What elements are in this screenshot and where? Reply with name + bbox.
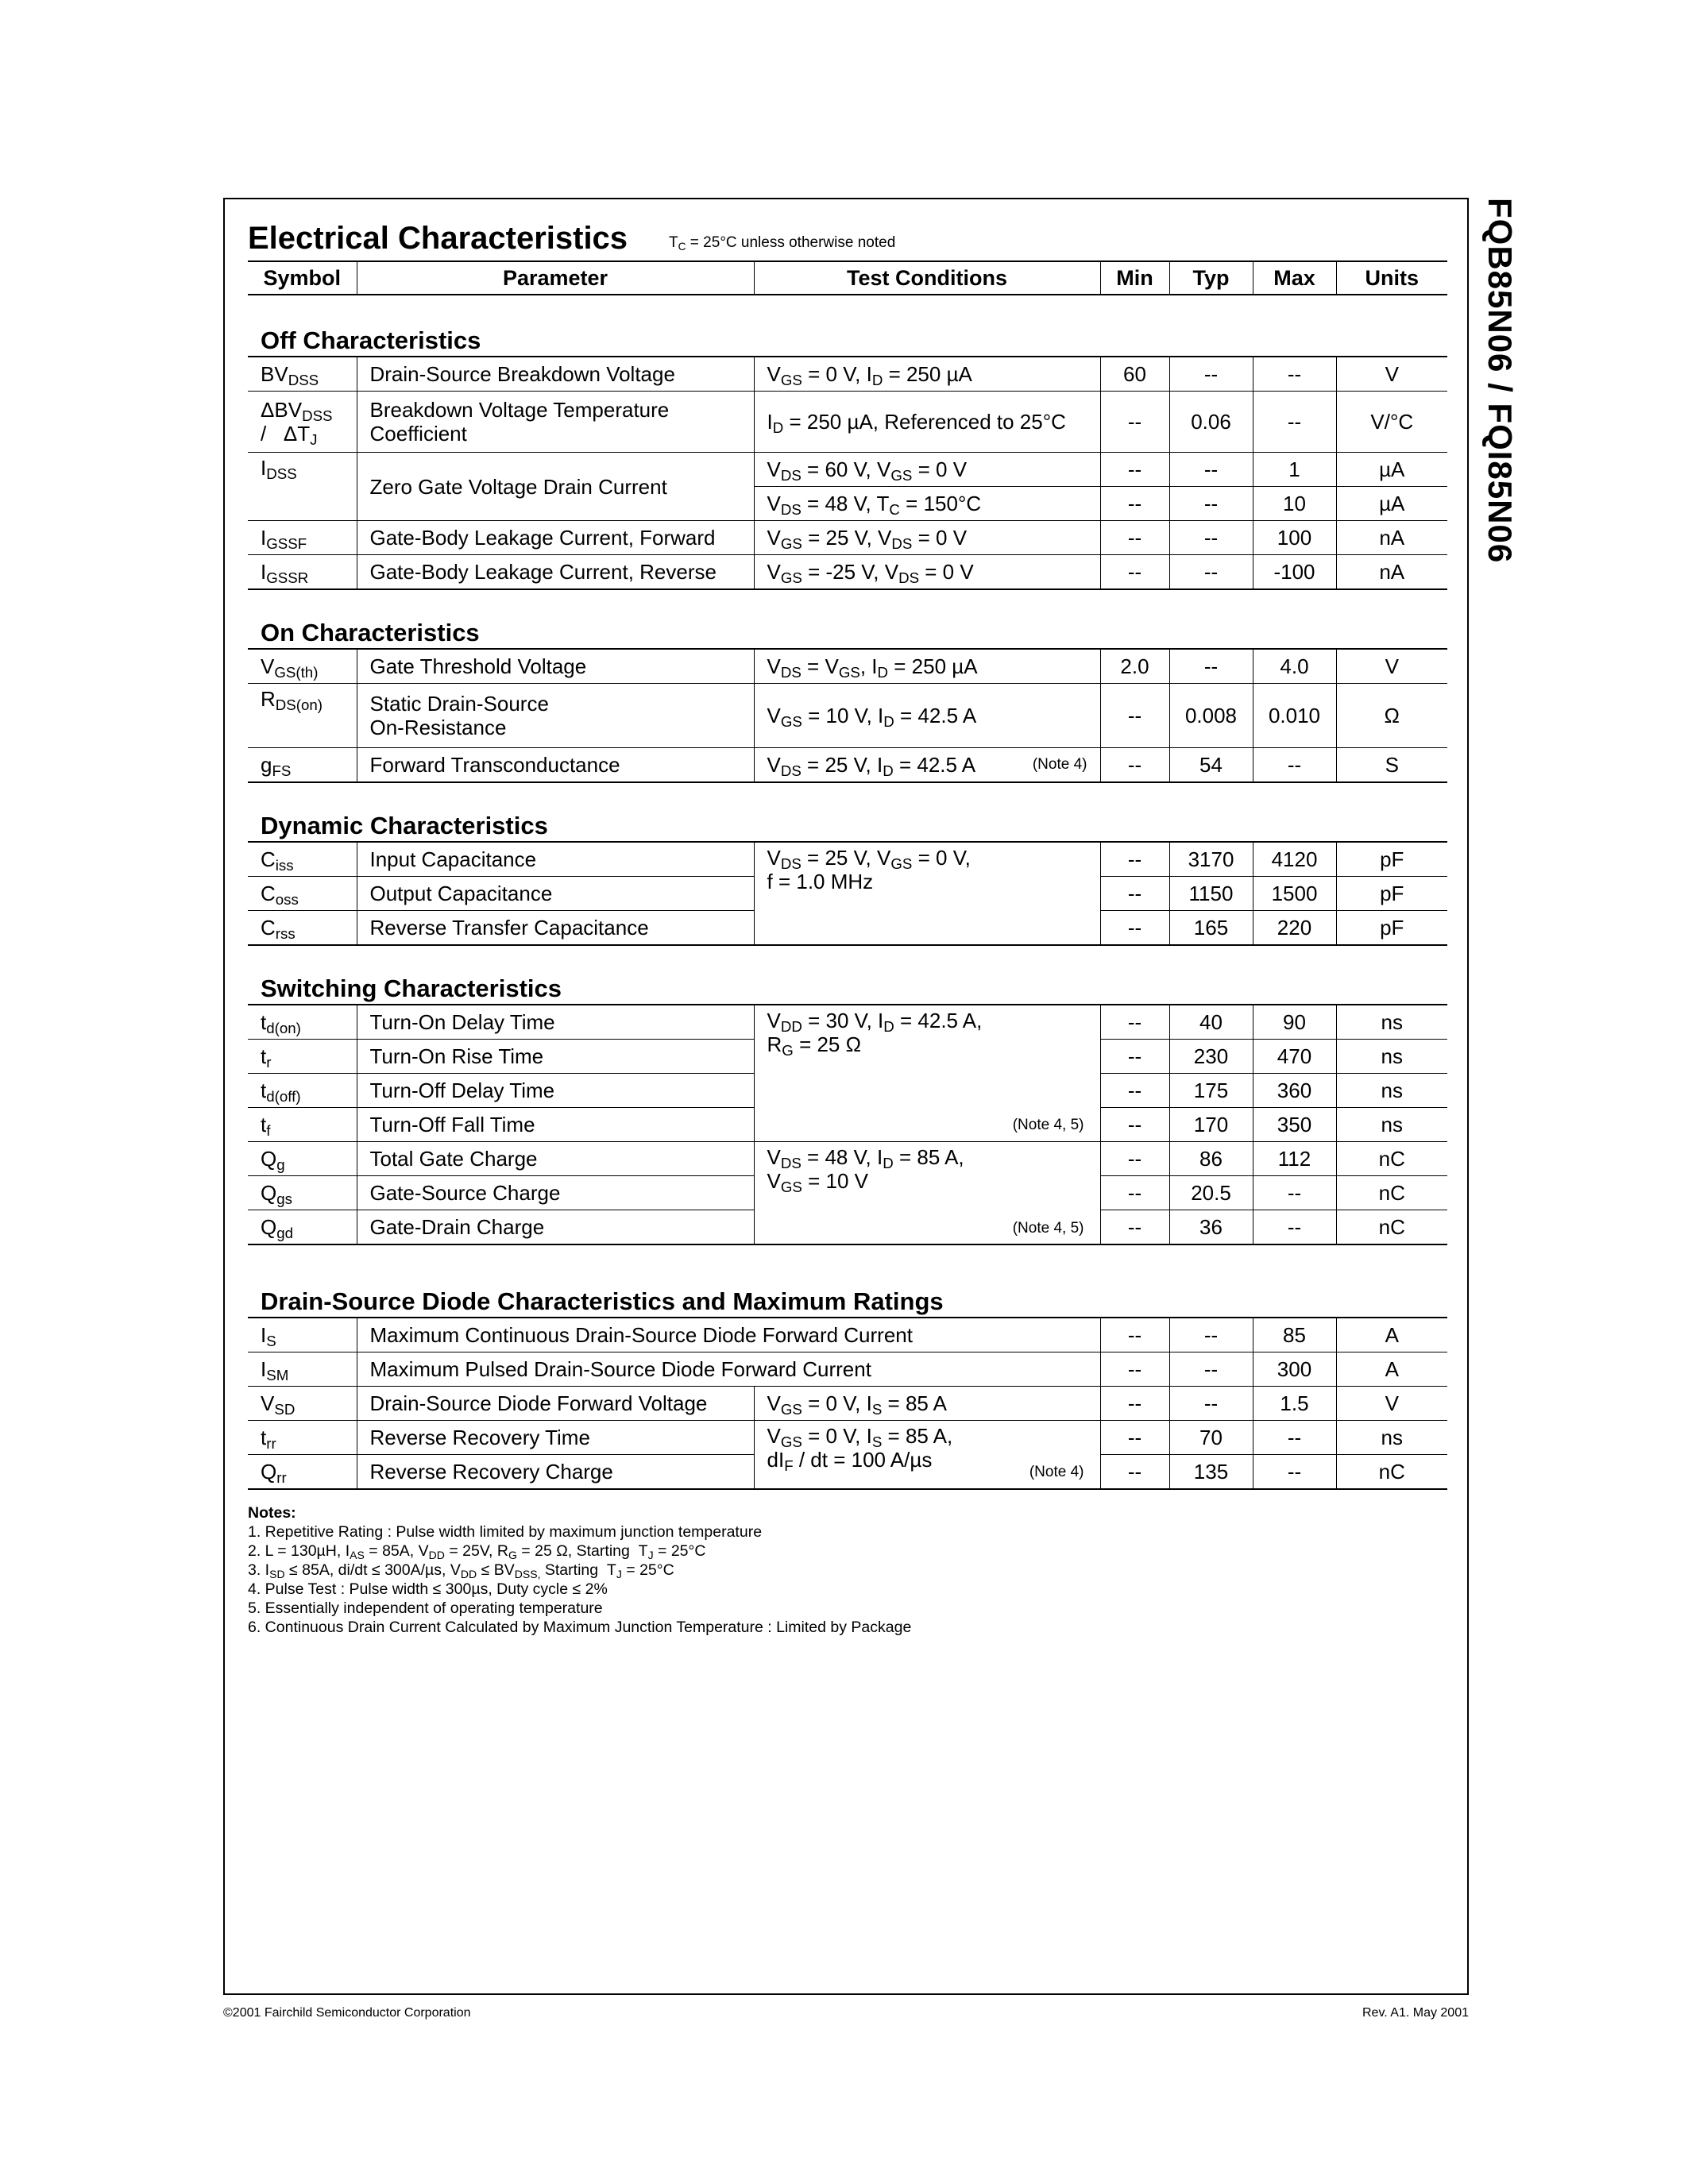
note-item: 4. Pulse Test : Pulse width ≤ 300µs, Duty cycle ≤ 2% xyxy=(248,1580,608,1598)
max-cell: 4120 xyxy=(1253,842,1336,877)
section-row xyxy=(248,589,1447,649)
conditions-cell: $V_{GS} = 0$ V, $I_S = 85$ A, $dI_F$ / dt = 100 A/µs (Note 4) xyxy=(754,1421,1100,1490)
table-row xyxy=(248,1318,1447,1352)
table-row xyxy=(248,748,1447,783)
min-cell: -- xyxy=(1100,1421,1169,1455)
table-header-row xyxy=(248,261,1447,295)
max-cell: 360 xyxy=(1253,1074,1336,1108)
min-cell: -- xyxy=(1100,1005,1169,1040)
units-cell: V xyxy=(1336,1387,1447,1421)
section-title-off: Off Characteristics xyxy=(248,295,1447,357)
typ-cell: -- xyxy=(1169,1318,1253,1352)
min-cell: -- xyxy=(1100,1176,1169,1210)
max-cell: -- xyxy=(1253,1210,1336,1245)
units-cell: ns xyxy=(1336,1421,1447,1455)
symbol-cell: $t_{d(on)}$ xyxy=(248,1005,357,1040)
symbol-cell: $\Delta BV_{DSS}$ / $\Delta T_J$ xyxy=(248,392,357,453)
min-cell: -- xyxy=(1100,842,1169,877)
units-cell: ns xyxy=(1336,1040,1447,1074)
conditions-cell: $V_{GS} = 25$ V, $V_{DS} = 0$ V xyxy=(754,521,1100,555)
min-cell: -- xyxy=(1100,392,1169,453)
parameter-line: Breakdown Voltage Temperature xyxy=(369,398,670,422)
footer-copyright: ©2001 Fairchild Semiconductor Corporation xyxy=(223,2006,471,2020)
min-cell: -- xyxy=(1100,487,1169,521)
units-cell: S xyxy=(1336,748,1447,783)
page-title: Electrical Characteristics xyxy=(248,221,628,256)
typ-cell: -- xyxy=(1169,357,1253,392)
max-cell: 85 xyxy=(1253,1318,1336,1352)
parameter-cell: Turn-On Rise Time xyxy=(357,1040,754,1074)
min-cell: -- xyxy=(1100,1387,1169,1421)
min-cell: -- xyxy=(1100,453,1169,487)
section-title-diode: Drain-Source Diode Characteristics and Maximum Ratings xyxy=(248,1244,1447,1318)
min-cell: -- xyxy=(1100,1108,1169,1142)
table-row xyxy=(248,1387,1447,1421)
conditions-cell: $V_{GS} = 0$ V, $I_S = 85$ A xyxy=(754,1387,1100,1421)
parameter-line: Static Drain-Source xyxy=(369,692,549,716)
note-item: 2. L = 130µH, $I_{AS} = 85A$, $V_{DD} = 25V$, $R_G = 25$ Ω, Starting $T_J = 25^\circ C$ xyxy=(248,1542,706,1561)
table-row xyxy=(248,555,1447,590)
min-cell: -- xyxy=(1100,1142,1169,1176)
note-ref: (Note 4, 5) xyxy=(1012,1220,1084,1237)
col-units: Units xyxy=(1336,261,1447,295)
parameter-cell: Reverse Recovery Time xyxy=(357,1421,754,1455)
min-cell: 2.0 xyxy=(1100,649,1169,684)
parameter-cell: Total Gate Charge xyxy=(357,1142,754,1176)
units-cell: V xyxy=(1336,649,1447,684)
typ-cell: -- xyxy=(1169,1352,1253,1387)
symbol-cell: $I_{SM}$ xyxy=(248,1352,357,1387)
symbol-cell: $t_f$ xyxy=(248,1108,357,1142)
max-cell: 90 xyxy=(1253,1005,1336,1040)
symbol-cell: $t_r$ xyxy=(248,1040,357,1074)
typ-cell: -- xyxy=(1169,453,1253,487)
parameter-cell: Forward Transconductance xyxy=(357,748,754,783)
parameter-cell: Gate Threshold Voltage xyxy=(357,649,754,684)
symbol-cell: $Q_g$ xyxy=(248,1142,357,1176)
table-row xyxy=(248,1005,1447,1040)
typ-cell: -- xyxy=(1169,555,1253,590)
units-cell: nA xyxy=(1336,521,1447,555)
symbol-cell: $Q_{gd}$ xyxy=(248,1210,357,1245)
typ-cell: 86 xyxy=(1169,1142,1253,1176)
typ-cell: 3170 xyxy=(1169,842,1253,877)
section-row xyxy=(248,295,1447,357)
symbol-cell: $BV_{DSS}$ xyxy=(248,357,357,392)
parameter-cell: Reverse Recovery Charge xyxy=(357,1455,754,1490)
typ-cell: 0.008 xyxy=(1169,684,1253,748)
max-cell: 10 xyxy=(1253,487,1336,521)
temperature-condition: $T_C = 25^\circ C$ unless otherwise noted xyxy=(669,234,896,253)
max-cell: -- xyxy=(1253,1455,1336,1490)
max-cell: 1 xyxy=(1253,453,1336,487)
typ-cell: -- xyxy=(1169,521,1253,555)
electrical-characteristics-table xyxy=(248,260,1447,1490)
min-cell: -- xyxy=(1100,521,1169,555)
units-cell: nC xyxy=(1336,1142,1447,1176)
col-max: Max xyxy=(1253,261,1336,295)
section-row xyxy=(248,1244,1447,1318)
parameter-cell: Input Capacitance xyxy=(357,842,754,877)
symbol-cell: $Q_{rr}$ xyxy=(248,1455,357,1490)
typ-cell: 70 xyxy=(1169,1421,1253,1455)
min-cell: 60 xyxy=(1100,357,1169,392)
parameter-cell: Gate-Body Leakage Current, Reverse xyxy=(357,555,754,590)
conditions-cell: $I_D = 250$ µA, Referenced to 25°C xyxy=(754,392,1100,453)
symbol-cell: $C_{oss}$ xyxy=(248,877,357,911)
conditions-cell: $V_{DS} = 48$ V, $I_D = 85$ A, $V_{GS} = 10$ V (Note 4, 5) xyxy=(754,1142,1100,1245)
parameter-cell: Zero Gate Voltage Drain Current xyxy=(357,453,754,521)
notes-heading: Notes: xyxy=(248,1504,296,1522)
units-cell: nC xyxy=(1336,1176,1447,1210)
parameter-cell: Gate-Drain Charge xyxy=(357,1210,754,1245)
units-cell: A xyxy=(1336,1352,1447,1387)
max-cell: -- xyxy=(1253,1421,1336,1455)
table-row xyxy=(248,1352,1447,1387)
typ-cell: 170 xyxy=(1169,1108,1253,1142)
col-parameter: Parameter xyxy=(357,261,754,295)
units-cell: nC xyxy=(1336,1210,1447,1245)
typ-cell: 54 xyxy=(1169,748,1253,783)
typ-cell: -- xyxy=(1169,1387,1253,1421)
col-min: Min xyxy=(1100,261,1169,295)
parameter-cell: Turn-On Delay Time xyxy=(357,1005,754,1040)
parameter-line: Coefficient xyxy=(369,422,467,446)
notes-block xyxy=(248,1503,911,1637)
col-typ: Typ xyxy=(1169,261,1253,295)
max-cell: 1500 xyxy=(1253,877,1336,911)
parameter-line: On-Resistance xyxy=(369,716,507,739)
symbol-cell: $t_{d(off)}$ xyxy=(248,1074,357,1108)
note-item: 3. $I_{SD} \le 85A$, di/dt ≤ 300A/µs, $V_{DD} \le BV_{DSS,}$ Starting $T_J = 25^\circ C$ xyxy=(248,1561,674,1580)
symbol-cell: $I_{GSSR}$ xyxy=(248,555,357,590)
units-cell: Ω xyxy=(1336,684,1447,748)
col-test-conditions: Test Conditions xyxy=(754,261,1100,295)
symbol-cell: $R_{DS(on)}$ xyxy=(248,684,357,748)
section-title-switching: Switching Characteristics xyxy=(248,945,1447,1005)
typ-cell: 1150 xyxy=(1169,877,1253,911)
max-cell: -- xyxy=(1253,1176,1336,1210)
typ-cell: 230 xyxy=(1169,1040,1253,1074)
units-cell: V xyxy=(1336,357,1447,392)
typ-cell: 175 xyxy=(1169,1074,1253,1108)
typ-cell: 20.5 xyxy=(1169,1176,1253,1210)
min-cell: -- xyxy=(1100,877,1169,911)
note-ref: (Note 4) xyxy=(1029,1464,1084,1480)
max-cell: 112 xyxy=(1253,1142,1336,1176)
max-cell: 300 xyxy=(1253,1352,1336,1387)
table-row xyxy=(248,453,1447,487)
symbol-cell: $t_{rr}$ xyxy=(248,1421,357,1455)
section-row xyxy=(248,782,1447,842)
symbol-cell: $C_{iss}$ xyxy=(248,842,357,877)
conditions-cell: $V_{GS} = 0$ V, $I_D = 250$ µA xyxy=(754,357,1100,392)
parameter-cell: Maximum Pulsed Drain-Source Diode Forward Current xyxy=(357,1352,1100,1387)
conditions-cell: $V_{DD} = 30$ V, $I_D = 42.5$ A, $R_G = 25$ Ω (Note 4, 5) xyxy=(754,1005,1100,1142)
note-ref: (Note 4, 5) xyxy=(1012,1117,1084,1133)
section-title-dynamic: Dynamic Characteristics xyxy=(248,782,1447,842)
section-heading xyxy=(248,214,895,257)
units-cell: pF xyxy=(1336,877,1447,911)
max-cell: 0.010 xyxy=(1253,684,1336,748)
max-cell: -- xyxy=(1253,357,1336,392)
parameter-cell xyxy=(357,392,754,453)
table-row xyxy=(248,684,1447,748)
note-item: 6. Continuous Drain Current Calculated by Maximum Junction Temperature : Limited by Package xyxy=(248,1619,912,1636)
parameter-cell: Drain-Source Breakdown Voltage xyxy=(357,357,754,392)
min-cell: -- xyxy=(1100,684,1169,748)
symbol-cell: $I_{DSS}$ xyxy=(248,453,357,521)
max-cell: -- xyxy=(1253,392,1336,453)
part-number-side-title xyxy=(1476,198,1524,611)
conditions-cell: $V_{DS} = 25$ V, $V_{GS} = 0$ V, f = 1.0 MHz xyxy=(754,842,1100,945)
typ-cell: 165 xyxy=(1169,911,1253,946)
typ-cell: -- xyxy=(1169,649,1253,684)
footer-revision: Rev. A1. May 2001 xyxy=(1362,2006,1469,2020)
parameter-cell: Gate-Source Charge xyxy=(357,1176,754,1210)
typ-cell: 135 xyxy=(1169,1455,1253,1490)
min-cell: -- xyxy=(1100,1318,1169,1352)
parameter-cell: Turn-Off Fall Time xyxy=(357,1108,754,1142)
max-cell: 100 xyxy=(1253,521,1336,555)
max-cell: 1.5 xyxy=(1253,1387,1336,1421)
max-cell: 470 xyxy=(1253,1040,1336,1074)
units-cell: nC xyxy=(1336,1455,1447,1490)
table-row xyxy=(248,357,1447,392)
units-cell: nA xyxy=(1336,555,1447,590)
table-row xyxy=(248,1421,1447,1455)
typ-cell: 40 xyxy=(1169,1005,1253,1040)
units-cell: V/°C xyxy=(1336,392,1447,453)
max-cell: 350 xyxy=(1253,1108,1336,1142)
section-row xyxy=(248,945,1447,1005)
units-cell: A xyxy=(1336,1318,1447,1352)
table-row xyxy=(248,842,1447,877)
typ-cell: -- xyxy=(1169,487,1253,521)
conditions-cell: $V_{GS} = 10$ V, $I_D = 42.5$ A xyxy=(754,684,1100,748)
symbol-cell: $Q_{gs}$ xyxy=(248,1176,357,1210)
note-item: 5. Essentially independent of operating temperature xyxy=(248,1599,603,1617)
parameter-cell: Gate-Body Leakage Current, Forward xyxy=(357,521,754,555)
col-symbol: Symbol xyxy=(248,261,357,295)
min-cell: -- xyxy=(1100,1210,1169,1245)
symbol-cell: $I_{GSSF}$ xyxy=(248,521,357,555)
units-cell: pF xyxy=(1336,911,1447,946)
table-row xyxy=(248,521,1447,555)
section-title-on: On Characteristics xyxy=(248,589,1447,649)
conditions-cell: $V_{DS} = 25$ V, $I_D = 42.5$ A (Note 4) xyxy=(754,748,1100,783)
table-row xyxy=(248,649,1447,684)
units-cell: pF xyxy=(1336,842,1447,877)
max-cell: -- xyxy=(1253,748,1336,783)
symbol-cell: $g_{FS}$ xyxy=(248,748,357,783)
parameter-cell: Maximum Continuous Drain-Source Diode Forward Current xyxy=(357,1318,1100,1352)
max-cell: -100 xyxy=(1253,555,1336,590)
min-cell: -- xyxy=(1100,555,1169,590)
conditions-cell: $V_{DS} = 48$ V, $T_C = 150^\circ C$ xyxy=(754,487,1100,521)
min-cell: -- xyxy=(1100,1040,1169,1074)
units-cell: µA xyxy=(1336,453,1447,487)
typ-cell: 36 xyxy=(1169,1210,1253,1245)
typ-cell: 0.06 xyxy=(1169,392,1253,453)
min-cell: -- xyxy=(1100,911,1169,946)
parameter-cell: Drain-Source Diode Forward Voltage xyxy=(357,1387,754,1421)
min-cell: -- xyxy=(1100,748,1169,783)
max-cell: 220 xyxy=(1253,911,1336,946)
conditions-cell: $V_{DS} = V_{GS}$, $I_D = 250$ µA xyxy=(754,649,1100,684)
parameter-cell: Output Capacitance xyxy=(357,877,754,911)
parameter-cell: Turn-Off Delay Time xyxy=(357,1074,754,1108)
symbol-cell: $C_{rss}$ xyxy=(248,911,357,946)
parameter-cell xyxy=(357,684,754,748)
symbol-cell: $V_{GS(th)}$ xyxy=(248,649,357,684)
parameter-cell: Reverse Transfer Capacitance xyxy=(357,911,754,946)
note-ref: (Note 4) xyxy=(1032,756,1087,773)
table-row xyxy=(248,392,1447,453)
min-cell: -- xyxy=(1100,1074,1169,1108)
symbol-cell: $V_{SD}$ xyxy=(248,1387,357,1421)
units-cell: ns xyxy=(1336,1074,1447,1108)
units-cell: µA xyxy=(1336,487,1447,521)
min-cell: -- xyxy=(1100,1352,1169,1387)
symbol-cell: $I_S$ xyxy=(248,1318,357,1352)
units-cell: ns xyxy=(1336,1108,1447,1142)
min-cell: -- xyxy=(1100,1455,1169,1490)
note-item: 1. Repetitive Rating : Pulse width limited by maximum junction temperature xyxy=(248,1523,763,1541)
max-cell: 4.0 xyxy=(1253,649,1336,684)
conditions-cell: $V_{DS} = 60$ V, $V_{GS} = 0$ V xyxy=(754,453,1100,487)
units-cell: ns xyxy=(1336,1005,1447,1040)
table-row xyxy=(248,1142,1447,1176)
conditions-cell: $V_{GS} = -25$ V, $V_{DS} = 0$ V xyxy=(754,555,1100,590)
part-number-text: FQB85N06 / FQI85N06 xyxy=(1481,198,1519,564)
